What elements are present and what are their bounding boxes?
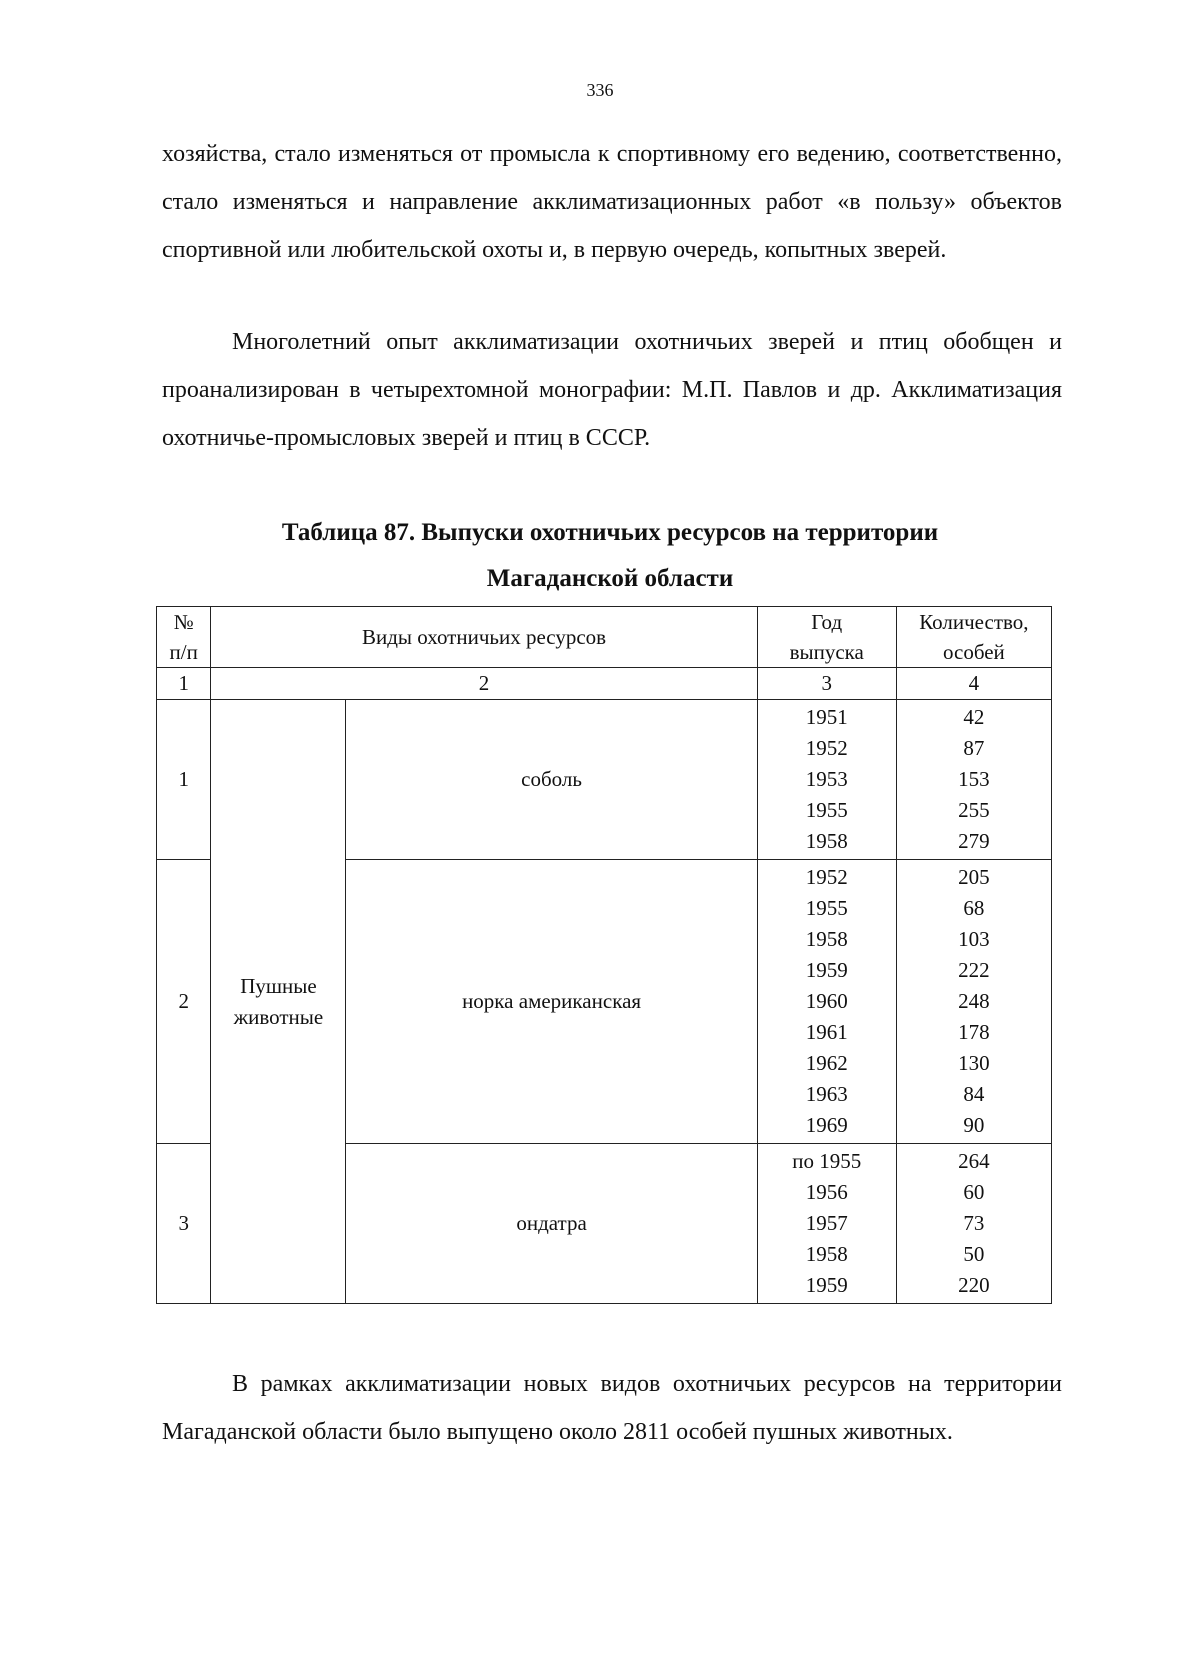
count-value: 68 bbox=[963, 896, 985, 920]
counts-cell bbox=[896, 860, 1051, 1144]
table-body bbox=[157, 700, 1052, 1304]
year-value: 1956 bbox=[805, 1180, 848, 1204]
count-value: 87 bbox=[963, 736, 985, 760]
year-value: 1959 bbox=[805, 1273, 848, 1297]
count-value: 264 bbox=[958, 1149, 990, 1173]
group-label-line-2: животные bbox=[233, 1004, 324, 1029]
year-value: 1952 bbox=[805, 736, 848, 760]
group-cell bbox=[211, 700, 346, 1304]
counts-cell bbox=[896, 1144, 1051, 1304]
year-value: 1951 bbox=[805, 705, 848, 729]
count-value: 60 bbox=[963, 1180, 985, 1204]
row-number: 1 bbox=[157, 700, 211, 860]
count-value: 50 bbox=[963, 1242, 985, 1266]
column-number-2: 2 bbox=[211, 668, 757, 700]
year-value: 1952 bbox=[805, 865, 848, 889]
species-cell: ондатра bbox=[346, 1144, 757, 1304]
count-value: 90 bbox=[963, 1113, 985, 1137]
releases-table bbox=[156, 606, 1052, 1304]
group-label-line-1: Пушные bbox=[240, 973, 317, 998]
years-cell bbox=[757, 1144, 896, 1304]
year-value: 1953 bbox=[805, 767, 848, 791]
table-title-line-1: Таблица 87. Выпуски охотничьих ресурсов на территории bbox=[281, 519, 939, 546]
year-value: 1955 bbox=[805, 896, 848, 920]
year-value: по 1955 bbox=[792, 1149, 862, 1173]
year-value: 1963 bbox=[805, 1082, 848, 1106]
table-row bbox=[157, 700, 1052, 860]
count-value: 222 bbox=[958, 958, 990, 982]
table-header-row bbox=[157, 607, 1052, 668]
column-number-1: 1 bbox=[157, 668, 211, 700]
paragraph-2: Многолетний опыт акклиматизации охотничьих зверей и птиц обобщен и проанализирован в четырехтомной монографии: М.П. Павлов и др. Акклиматизация охотничье-промысловых зверей и птиц в СССР. bbox=[162, 329, 1062, 451]
count-value: 205 bbox=[958, 865, 990, 889]
year-value: 1960 bbox=[805, 989, 848, 1013]
row-number: 3 bbox=[157, 1144, 211, 1304]
species-cell: соболь bbox=[346, 700, 757, 860]
year-value: 1969 bbox=[805, 1113, 848, 1137]
species-cell: норка американская bbox=[346, 860, 757, 1144]
table-title bbox=[140, 510, 1080, 602]
count-value: 220 bbox=[958, 1273, 990, 1297]
year-value: 1962 bbox=[805, 1051, 848, 1075]
year-value: 1957 bbox=[805, 1211, 848, 1235]
header-num: № п/п bbox=[157, 607, 211, 668]
table-title-line-2: Магаданской области bbox=[486, 565, 734, 592]
years-cell bbox=[757, 700, 896, 860]
count-value: 178 bbox=[958, 1020, 990, 1044]
year-value: 1955 bbox=[805, 798, 848, 822]
count-value: 42 bbox=[963, 705, 985, 729]
paragraph-3: В рамках акклиматизации новых видов охотничьих ресурсов на территории Магаданской области было выпущено около 2811 особей пушных животных. bbox=[162, 1371, 1062, 1445]
year-value: 1959 bbox=[805, 958, 848, 982]
year-value: 1961 bbox=[805, 1020, 848, 1044]
header-count: Количество, особей bbox=[896, 607, 1051, 668]
count-value: 279 bbox=[958, 829, 990, 853]
count-value: 73 bbox=[963, 1211, 985, 1235]
count-value: 248 bbox=[958, 989, 990, 1013]
header-year: Год выпуска bbox=[757, 607, 896, 668]
count-value: 103 bbox=[958, 927, 990, 951]
years-cell bbox=[757, 860, 896, 1144]
year-value: 1958 bbox=[805, 1242, 848, 1266]
header-species: Виды охотничьих ресурсов bbox=[211, 607, 757, 668]
paragraph-1: хозяйства, стало изменяться от промысла к спортивному его ведению, соответственно, стало изменяться и направление акклиматизационных работ «в пользу» объектов спортивной или любительской охоты и, в первую очередь, копытных зверей. bbox=[162, 141, 1062, 263]
page-number: 336 bbox=[586, 80, 614, 100]
row-number: 2 bbox=[157, 860, 211, 1144]
count-value: 130 bbox=[958, 1051, 990, 1075]
counts-cell bbox=[896, 700, 1051, 860]
column-number-row bbox=[157, 668, 1052, 700]
count-value: 255 bbox=[958, 798, 990, 822]
column-number-3: 3 bbox=[757, 668, 896, 700]
year-value: 1958 bbox=[805, 927, 848, 951]
column-number-4: 4 bbox=[896, 668, 1051, 700]
year-value: 1958 bbox=[805, 829, 848, 853]
count-value: 153 bbox=[958, 767, 990, 791]
count-value: 84 bbox=[963, 1082, 985, 1106]
